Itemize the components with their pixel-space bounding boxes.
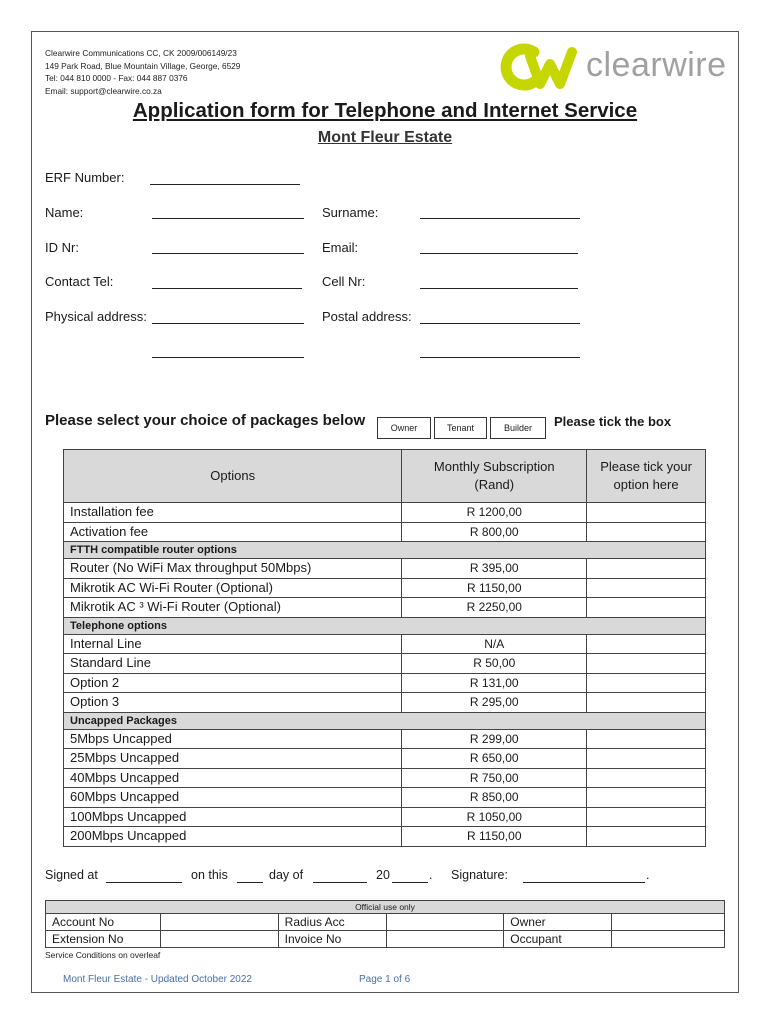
account-no-label: Account No [46,914,161,931]
account-no-cell[interactable] [160,914,278,931]
option-row [64,522,706,542]
option-row [64,673,706,693]
section-row [64,712,706,729]
on-this-label: on this [191,868,228,882]
option-tick-cell[interactable] [587,673,706,693]
option-tick-cell[interactable] [587,598,706,618]
logo-wordmark: clearwire [586,46,727,84]
option-tick-cell[interactable] [587,729,706,749]
option-row [64,578,706,598]
option-row [64,807,706,827]
official-use-heading: Official use only [46,901,725,914]
email-label: Email: [322,240,359,255]
day-of-label: day of [269,868,304,882]
option-row [64,559,706,579]
option-row [64,729,706,749]
day-field[interactable] [237,882,263,883]
company-name: Clearwire Communications CC, CK 2009/006149/23 [45,48,237,58]
option-label: 25Mbps Uncapped [64,749,402,769]
option-row [64,654,706,674]
option-label: Installation fee [64,503,402,523]
tenant-checkbox[interactable]: Tenant [434,417,487,439]
option-price: R 299,00 [402,729,587,749]
tick-header: Please tick your option here [587,450,706,503]
postal-address-field[interactable] [420,323,580,324]
radius-acc-cell[interactable] [386,914,504,931]
option-row [64,598,706,618]
monthly-header: Monthly Subscription (Rand) [402,450,587,503]
erf-label: ERF Number: [45,170,125,185]
radius-acc-label: Radius Acc [278,914,386,931]
section-label: FTTH compatible router options [64,542,706,559]
option-price: R 2250,00 [402,598,587,618]
signature-field[interactable] [523,882,645,883]
footer-updated: Mont Fleur Estate - Updated October 2022 [63,974,252,985]
erf-field[interactable] [150,184,300,185]
clearwire-logo [494,38,730,96]
option-tick-cell[interactable] [587,749,706,769]
option-row [64,749,706,769]
option-label: Mikrotik AC ³ Wi-Fi Router (Optional) [64,598,402,618]
option-price: R 131,00 [402,673,587,693]
signature-label: Signature: [451,868,508,882]
name-label: Name: [45,205,84,220]
invoice-no-label: Invoice No [278,931,386,948]
year-field[interactable] [392,882,428,883]
option-price: N/A [402,634,587,654]
email-field[interactable] [420,253,578,254]
option-label: Activation fee [64,522,402,542]
option-tick-cell[interactable] [587,788,706,808]
surname-field[interactable] [420,218,580,219]
id-label: ID Nr: [45,240,79,255]
year-period: . [429,868,433,882]
surname-label: Surname: [322,205,379,220]
option-label: Standard Line [64,654,402,674]
option-price: R 850,00 [402,788,587,808]
contact-field[interactable] [152,288,302,289]
option-label: Router (No WiFi Max throughput 50Mbps) [64,559,402,579]
postal-address-field-2[interactable] [420,357,580,358]
official-use-table [45,900,725,948]
option-label: Internal Line [64,634,402,654]
month-field[interactable] [313,882,367,883]
contact-label: Contact Tel: [45,274,114,289]
option-row [64,768,706,788]
option-tick-cell[interactable] [587,503,706,523]
section-label: Telephone options [64,617,706,634]
option-price: R 1150,00 [402,827,587,847]
option-tick-cell[interactable] [587,559,706,579]
option-price: R 1050,00 [402,807,587,827]
option-price: R 650,00 [402,749,587,769]
option-tick-cell[interactable] [587,522,706,542]
extension-no-label: Extension No [46,931,161,948]
packages-heading: Please select your choice of packages below [45,412,366,429]
option-label: 100Mbps Uncapped [64,807,402,827]
option-label: 40Mbps Uncapped [64,768,402,788]
name-field[interactable] [152,218,304,219]
postal-address-label: Postal address: [322,309,412,324]
option-label: 5Mbps Uncapped [64,729,402,749]
cell-field[interactable] [420,288,578,289]
option-tick-cell[interactable] [587,634,706,654]
option-tick-cell[interactable] [587,827,706,847]
option-label: 200Mbps Uncapped [64,827,402,847]
option-price: R 295,00 [402,693,587,713]
company-address: 149 Park Road, Blue Mountain Village, George, 6529 [45,60,241,71]
occupant-cell[interactable] [612,931,725,948]
cell-label: Cell Nr: [322,274,366,289]
options-table [63,449,706,847]
company-details [45,47,240,97]
physical-address-field[interactable] [152,323,304,324]
option-price: R 1200,00 [402,503,587,523]
owner-checkbox[interactable]: Owner [377,417,431,439]
option-tick-cell[interactable] [587,693,706,713]
option-price: R 50,00 [402,654,587,674]
section-label: Uncapped Packages [64,712,706,729]
option-tick-cell[interactable] [587,807,706,827]
invoice-no-cell[interactable] [386,931,504,948]
option-row [64,788,706,808]
option-row [64,827,706,847]
option-row [64,503,706,523]
option-price: R 750,00 [402,768,587,788]
option-tick-cell[interactable] [587,578,706,598]
year-prefix: 20 [376,868,390,882]
options-header: Options [64,450,402,503]
signed-at-field[interactable] [106,882,182,883]
extension-no-cell[interactable] [160,931,278,948]
builder-checkbox[interactable]: Builder [490,417,546,439]
service-conditions-note: Service Conditions on overleaf [45,950,161,960]
option-label: 60Mbps Uncapped [64,788,402,808]
occupant-label: Occupant [504,931,612,948]
footer-page: Page 1 of 6 [359,974,411,985]
section-row [64,542,706,559]
cw-logo-mark-icon [494,38,586,96]
owner-cell[interactable] [612,914,725,931]
physical-address-label: Physical address: [45,309,147,324]
option-tick-cell[interactable] [587,768,706,788]
option-price: R 1150,00 [402,578,587,598]
company-phone: Tel: 044 810 0000 - Fax: 044 887 0376 [45,73,188,84]
signed-at-label: Signed at [45,868,98,882]
company-email: Email: support@clearwire.co.za [45,85,162,96]
option-label: Mikrotik AC Wi-Fi Router (Optional) [64,578,402,598]
option-price: R 395,00 [402,559,587,579]
official-row-2 [46,931,725,948]
option-tick-cell[interactable] [587,654,706,674]
id-field[interactable] [152,253,304,254]
form-title: Application form for Telephone and Internet Service [132,99,638,122]
form-subtitle: Mont Fleur Estate [317,129,453,146]
option-row [64,634,706,654]
official-row-1 [46,914,725,931]
physical-address-field-2[interactable] [152,357,304,358]
section-row [64,617,706,634]
owner-label: Owner [504,914,612,931]
option-row [64,693,706,713]
option-label: Option 3 [64,693,402,713]
options-header-row [64,450,706,503]
option-label: Option 2 [64,673,402,693]
signature-period: . [646,868,650,882]
option-price: R 800,00 [402,522,587,542]
tick-box-note: Please tick the box [554,414,672,429]
